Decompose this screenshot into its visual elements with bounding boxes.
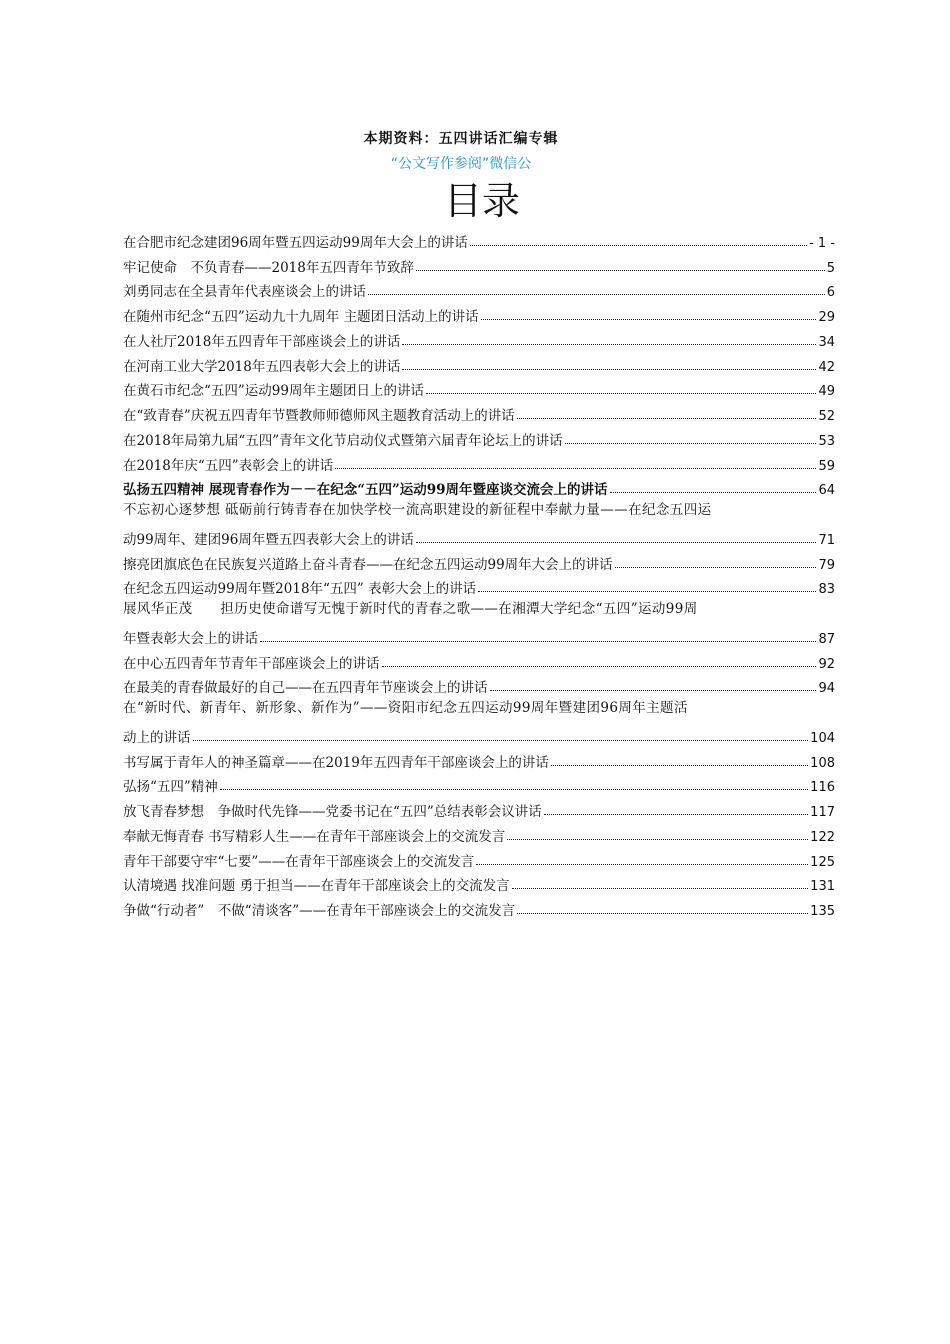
toc-entry-title-line1: 不忘初心逐梦想 砥砺前行铸青春在加快学校一流高职建设的新征程中奉献力量——在纪念五四运 [123, 502, 712, 519]
dot-leader [402, 369, 816, 370]
toc-entry-page: 125 [810, 854, 835, 870]
toc-entry[interactable] [123, 548, 835, 573]
dot-leader [470, 245, 807, 246]
toc-entry-page: 49 [818, 384, 835, 400]
dot-leader [551, 765, 808, 766]
dot-leader [402, 344, 816, 345]
toc-entry[interactable] [123, 474, 835, 499]
toc-entry[interactable] [123, 325, 835, 350]
toc-entry-page: 92 [818, 656, 835, 672]
toc-entry-page: 117 [810, 805, 835, 820]
toc-entry[interactable] [123, 845, 835, 870]
toc-entry-page: 108 [810, 755, 835, 771]
toc-entry-title: 在2018年局第九届“五四”青年文化节启动仪式暨第六届青年论坛上的讲话 [123, 432, 563, 449]
toc-entry-title: 在人社厅2018年五四青年干部座谈会上的讲话 [123, 333, 401, 350]
toc-entry-page: 135 [810, 904, 835, 919]
toc-entry-title-line2: 动上的讲话 [123, 729, 191, 746]
toc-entry[interactable] [123, 375, 835, 400]
toc-entry-title: 在河南工业大学2018年五四表彰大会上的讲话 [123, 358, 401, 375]
toc-entry-title: 在中心五四青年节青年干部座谈会上的讲话 [123, 655, 380, 672]
dot-leader [565, 443, 817, 444]
toc-entry-title: 擦亮团旗底色在民族复兴道路上奋斗青春——在纪念五四运动99周年大会上的讲话 [123, 556, 613, 573]
toc-entry[interactable] [123, 226, 835, 251]
toc-entry[interactable] [123, 746, 835, 771]
dot-leader [517, 913, 808, 914]
dot-leader [544, 814, 808, 815]
toc-entry-title: 奉献无悔青春 书写精彩人生——在青年干部座谈会上的交流发言 [123, 828, 506, 845]
toc-entry-title: 刘勇同志在全县青年代表座谈会上的讲话 [123, 284, 366, 301]
toc-entry-page: 64 [818, 483, 835, 499]
dot-leader [426, 393, 816, 394]
dot-leader [260, 641, 816, 642]
toc-entry-line2 [123, 721, 835, 746]
dot-leader [220, 789, 808, 790]
toc-entry-title: 在合肥市纪念建团96周年暨五四运动99周年大会上的讲话 [123, 234, 468, 251]
dot-leader [476, 864, 808, 865]
toc-entry-title-line1: 展风华正茂 担历史使命谱写无愧于新时代的青春之歌——在湘潭大学纪念“五四”运动99周 [123, 601, 698, 618]
toc-entry[interactable] [123, 894, 835, 919]
toc-entry-title: 在“致青春”庆祝五四青年节暨教师师德师风主题教育活动上的讲话 [123, 408, 515, 424]
toc-entry-line2 [123, 523, 835, 548]
toc-entry-title-line2: 年暨表彰大会上的讲话 [123, 630, 258, 647]
dot-leader [512, 888, 809, 889]
toc-entry[interactable] [123, 498, 835, 548]
toc-entry-page: 42 [818, 359, 835, 375]
dot-leader [368, 294, 825, 295]
toc-entry-title: 在2018年庆“五四”表彰会上的讲话 [123, 457, 334, 474]
toc-entry-title: 弘扬五四精神 展现青春作为－－在纪念“五四”运动99周年暨座谈交流会上的讲话 [123, 482, 608, 499]
dot-leader [517, 418, 817, 419]
toc-entry-title: 在最美的青春做最好的自己——在五四青年节座谈会上的讲话 [123, 680, 488, 697]
toc-entry[interactable] [123, 300, 835, 325]
toc-entry-title-line1: 在“新时代、新青年、新形象、新作为”——资阳市纪念五四运动99周年暨建团96周年主题活 [123, 700, 688, 717]
toc-entry-page: 6 [826, 285, 835, 301]
wechat-subtitle: “公文写作参阅”微信公 [390, 156, 532, 172]
toc-entry-title: 认清境遇 找准问题 勇于担当——在青年干部座谈会上的交流发言 [123, 878, 510, 895]
toc-entry-page: 5 [826, 260, 835, 276]
toc-entry-page: - 1 - [809, 235, 835, 251]
toc-entry[interactable] [123, 647, 835, 672]
toc-entry[interactable] [123, 399, 835, 424]
toc-entry-title: 牢记使命 不负青春——2018年五四青年节致辞 [123, 259, 414, 276]
toc-entry-title-line2: 动99周年、建团96周年暨五四表彰大会上的讲话 [123, 531, 414, 548]
toc-heading: 目录 [443, 179, 520, 223]
dot-leader [478, 591, 816, 592]
toc-entry-title: 争做“行动者” 不做“清谈客”——在青年干部座谈会上的交流发言 [123, 903, 516, 919]
toc-entry-title: 放飞青春梦想 争做时代先锋——党委书记在“五四”总结表彰会议讲话 [123, 804, 542, 820]
dot-leader [193, 740, 809, 741]
dot-leader [490, 690, 817, 691]
toc-entry-title: 弘扬“五四”精神 [123, 779, 218, 796]
toc-entry[interactable] [123, 276, 835, 301]
toc-entry-page: 83 [818, 582, 835, 598]
toc-entry[interactable] [123, 449, 835, 474]
dot-leader [335, 468, 816, 469]
dot-leader [382, 666, 817, 667]
dot-leader [507, 839, 808, 840]
toc-entry-page: 79 [818, 557, 835, 573]
toc-entry-page: 131 [810, 879, 835, 895]
toc-entry[interactable] [123, 424, 835, 449]
dot-leader [416, 270, 825, 271]
toc-entry-page: 34 [818, 334, 835, 350]
toc-entry-page: 59 [818, 458, 835, 474]
dot-leader [610, 492, 817, 493]
toc-entry-page: 87 [818, 631, 835, 647]
toc-entry[interactable] [123, 870, 835, 895]
toc-entry-title: 在随州市纪念“五四”运动九十九周年 主题团日活动上的讲话 [123, 309, 479, 325]
toc-entry-page: 71 [818, 532, 835, 548]
toc-entry-page: 122 [810, 829, 835, 845]
toc-entry-title: 书写属于青年人的神圣篇章——在2019年五四青年干部座谈会上的讲话 [123, 754, 549, 771]
toc-entry[interactable] [123, 350, 835, 375]
issue-title: 本期资料：五四讲话汇编专辑 [363, 131, 559, 147]
dot-leader [615, 567, 817, 568]
toc-entry[interactable] [123, 672, 835, 697]
toc-entry-page: 53 [818, 433, 835, 449]
dot-leader [416, 542, 817, 543]
toc-entry-page: 104 [810, 730, 835, 746]
toc-entry[interactable] [123, 597, 835, 647]
toc-entry[interactable] [123, 251, 835, 276]
toc-entry[interactable] [123, 795, 835, 820]
toc-entry-page: 116 [810, 780, 835, 796]
toc-entry-page: 29 [818, 310, 835, 325]
toc-entry[interactable] [123, 771, 835, 796]
toc-entry-title: 青年干部要守牢“七要”——在青年干部座谈会上的交流发言 [123, 853, 475, 870]
toc-entry-page: 52 [818, 409, 835, 424]
toc-entry-line2 [123, 622, 835, 647]
toc-entry-page: 94 [818, 681, 835, 697]
table-of-contents [123, 226, 835, 919]
toc-entry[interactable] [123, 696, 835, 746]
toc-entry[interactable] [123, 573, 835, 598]
toc-entry-title: 在纪念五四运动99周年暨2018年“五四” 表彰大会上的讲话 [123, 581, 477, 598]
toc-entry[interactable] [123, 820, 835, 845]
dot-leader [481, 319, 817, 320]
toc-entry-title: 在黄石市纪念“五四”运动99周年主题团日上的讲话 [123, 383, 424, 400]
